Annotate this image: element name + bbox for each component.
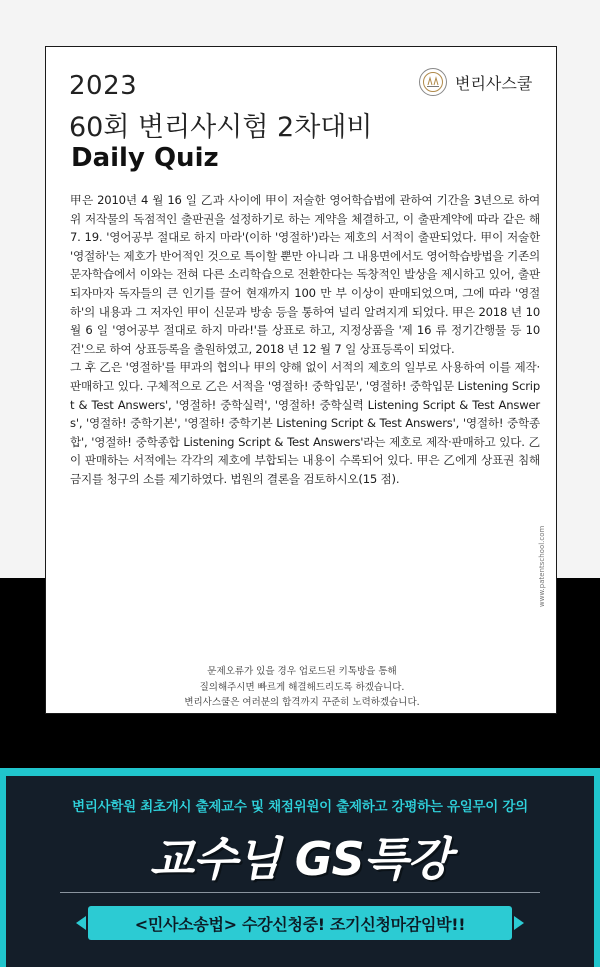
- exam-title: 60회 변리사시험 2차대비: [69, 112, 373, 143]
- question-paragraph-2: 그 후 乙은 '영절하'를 甲과의 협의나 甲의 양해 없이 서적의 제호의 일부로 사용하여 이를 제작·판매하고 있다. 구체적으로 乙은 서적을 '영절하! 중학입문', '영절하! 중학입문 Listening Script & Test Answers', '영절하! 중학실력', '영절하! 중학실력 Listening Script & Test Answers', '영절하! 중학기본', '영절하! 중학기본 Listening Script & Test Answers', '영절하! 중학종합', '영절하! 중학종합 Listening Script & Test Answers'라는 제호로 제작·판매하고 있다. 乙이 판매하는 서적에는 각각의 제호에 부합되는 내용이 수록되어 있다. 甲은 乙에게 상표권 침해금지를 청구의 소를 제기하였다. 법원의 결론을 검토하시오(15 점).: [70, 360, 540, 486]
- brand-logo: [419, 68, 532, 96]
- banner-subtitle: 변리사학원 최초개시 출제교수 및 채점위원이 출제하고 강평하는 유일무이 강의: [72, 799, 528, 815]
- notice-line-3: 변리사스쿨은 여러분의 합격까지 꾸준히 노력하겠습니다.: [184, 697, 420, 708]
- banner-divider: [60, 892, 540, 893]
- enroll-cta-button[interactable]: <민사소송법> 수강신청중! 조기신청마감임박!!: [88, 906, 512, 940]
- brand-name: 변리사스쿨: [455, 73, 533, 93]
- side-url: www.patentschool.com: [538, 525, 546, 607]
- promo-banner[interactable]: [0, 768, 600, 967]
- school-emblem-icon: [419, 68, 447, 96]
- banner-title: 교수님 GS특강: [149, 832, 451, 886]
- notice-line-2: 질의해주시면 빠르게 해결해드리도록 하겠습니다.: [199, 681, 405, 693]
- question-body: [70, 191, 540, 489]
- daily-quiz-label: Daily Quiz: [71, 143, 219, 173]
- quiz-card: [45, 46, 557, 714]
- question-paragraph-1: 甲은 2010년 4 월 16 일 乙과 사이에 甲이 저술한 영어학습법에 관하여 기간을 3년으로 하여 위 저작물의 독점적인 출판권을 설정하기로 하는 계약을 체결하고, 이 출판계약에 따라 같은 해 7. 19. '영어공부 절대로 하지 마라'(이하 '영절하')라는 제호의 서적이 출판되었다. 甲이 저술한 '영절하'는 제호가 반어적인 것으로 특이할 뿐만 아니라 그 내용면에서도 영어학습방법을 기존의 문자학습에서 이와는 전혀 다른 소리학습으로 전환한다는 독창적인 발상을 제시하고 있어, 출판되자마자 독자들의 큰 인기를 끌어 현재까지 100 만 부 이상이 판매되었으며, 그에 따라 '영절하'의 내용과 그 저자인 甲이 신문과 방송 등을 통하여 널리 알려지게 되었다. 甲은 2018 년 10 월 6 일 '영어공부 절대로 하지 마라!'를 상표로 하고, 지정상품을 '제 16 류 정기간행물 등 10 건'으로 하여 상표등록을 출원하였고, 2018 년 12 월 7 일 상표등록이 되었다.: [70, 193, 540, 356]
- notice-text: [46, 664, 558, 711]
- notice-line-1: 문제오류가 있을 경우 업로드된 키톡방을 통해: [207, 666, 397, 677]
- year-label: 2023: [69, 71, 138, 101]
